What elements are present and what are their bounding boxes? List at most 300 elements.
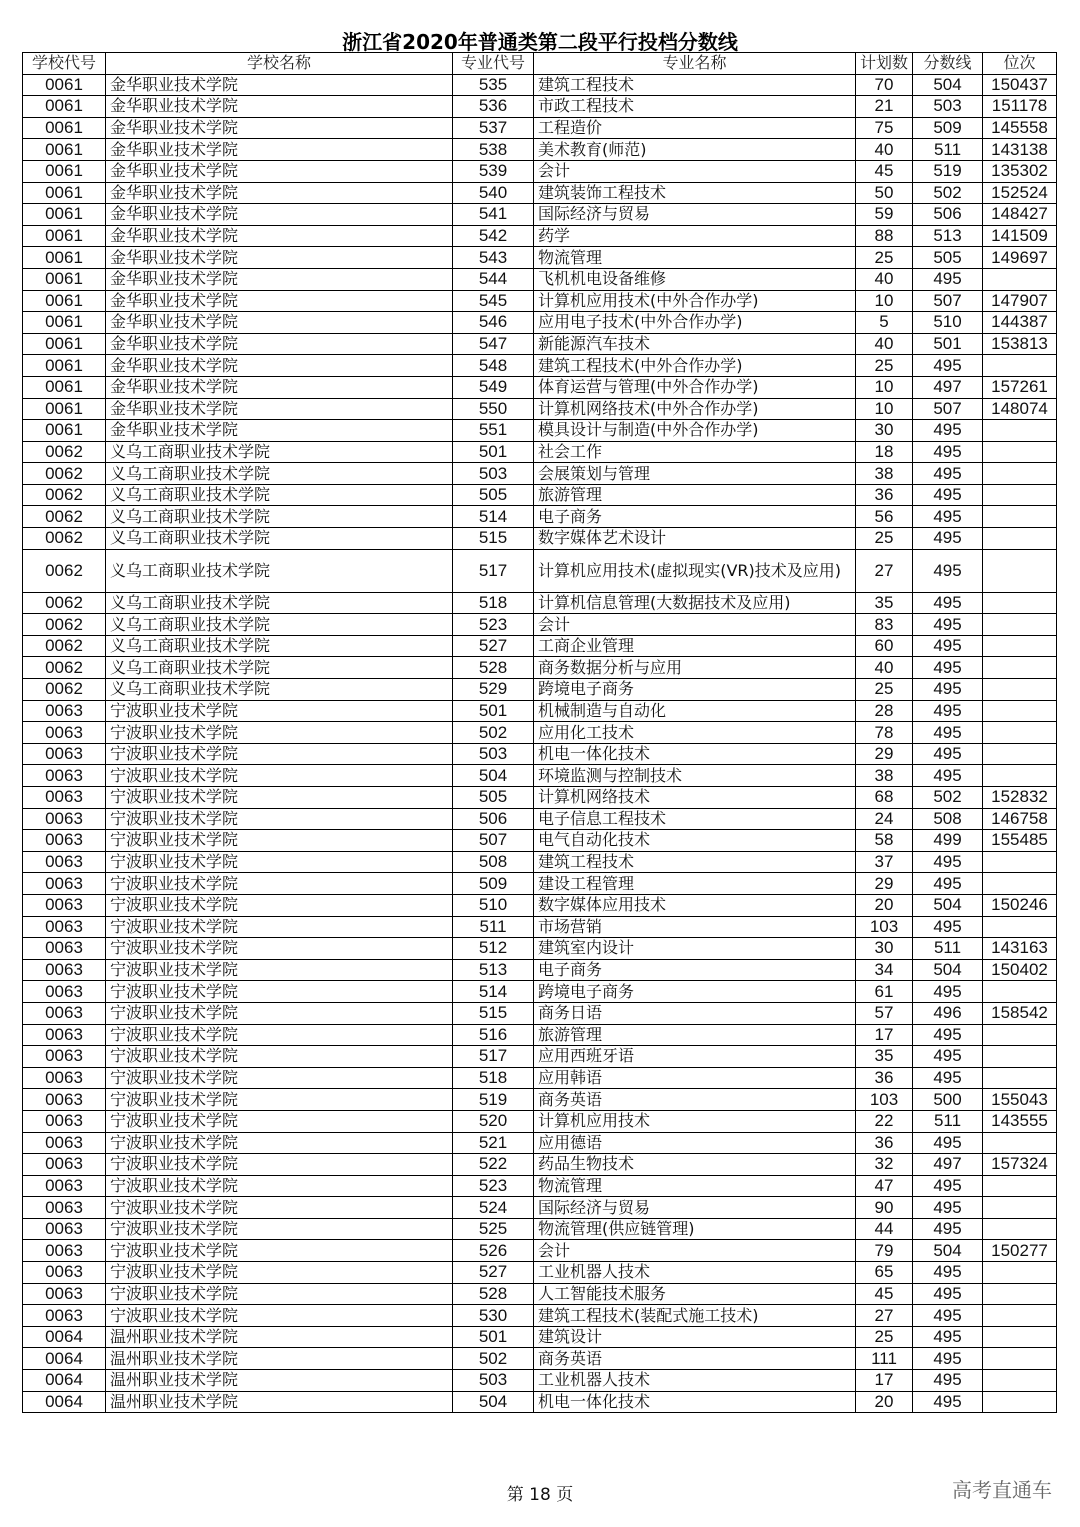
- cell-score-line: 495: [913, 1262, 983, 1284]
- cell-score-line: 495: [913, 679, 983, 701]
- cell-school-code: 0063: [23, 1154, 106, 1176]
- table-row: [23, 830, 1057, 852]
- table-row: [23, 657, 1057, 679]
- cell-school-name: 温州职业技术学院: [106, 1370, 453, 1392]
- cell-plan-count: 24: [856, 808, 913, 830]
- cell-major-code: 514: [453, 981, 534, 1003]
- cell-score-line: 495: [913, 916, 983, 938]
- cell-plan-count: 18: [856, 441, 913, 463]
- cell-school-name: 宁波职业技术学院: [106, 851, 453, 873]
- cell-school-code: 0063: [23, 808, 106, 830]
- cell-major-name: 飞机机电设备维修: [534, 268, 856, 290]
- cell-major-name: 计算机网络技术: [534, 787, 856, 809]
- cell-school-code: 0061: [23, 420, 106, 442]
- cell-school-code: 0062: [23, 657, 106, 679]
- cell-score-line: 495: [913, 1132, 983, 1154]
- cell-school-name: 宁波职业技术学院: [106, 765, 453, 787]
- cell-school-code: 0064: [23, 1391, 106, 1413]
- cell-major-code: 535: [453, 74, 534, 96]
- table-row: [23, 1283, 1057, 1305]
- cell-school-code: 0061: [23, 376, 106, 398]
- cell-school-name: 宁波职业技术学院: [106, 830, 453, 852]
- table-row: [23, 549, 1057, 592]
- cell-major-name: 建筑室内设计: [534, 938, 856, 960]
- header-plan-count: 计划数: [856, 53, 913, 75]
- cell-score-line: 495: [913, 420, 983, 442]
- table-row: [23, 117, 1057, 139]
- cell-plan-count: 111: [856, 1348, 913, 1370]
- cell-school-code: 0063: [23, 981, 106, 1003]
- header-rank: 位次: [983, 53, 1057, 75]
- cell-school-name: 温州职业技术学院: [106, 1348, 453, 1370]
- table-row: [23, 1240, 1057, 1262]
- cell-school-code: 0064: [23, 1370, 106, 1392]
- cell-major-code: 541: [453, 204, 534, 226]
- cell-school-name: 宁波职业技术学院: [106, 1089, 453, 1111]
- cell-plan-count: 61: [856, 981, 913, 1003]
- cell-score-line: 495: [913, 592, 983, 614]
- cell-rank: 150277: [983, 1240, 1057, 1262]
- table-row: [23, 1046, 1057, 1068]
- header-major-name: 专业名称: [534, 53, 856, 75]
- cell-major-name: 工商企业管理: [534, 635, 856, 657]
- table-row: [23, 160, 1057, 182]
- cell-rank: 148074: [983, 398, 1057, 420]
- cell-rank: [983, 851, 1057, 873]
- cell-major-code: 517: [453, 1046, 534, 1068]
- table-row: [23, 894, 1057, 916]
- cell-major-name: 计算机信息管理(大数据技术及应用): [534, 592, 856, 614]
- cell-score-line: 502: [913, 182, 983, 204]
- cell-major-code: 549: [453, 376, 534, 398]
- cell-plan-count: 65: [856, 1262, 913, 1284]
- cell-rank: [983, 441, 1057, 463]
- cell-school-name: 金华职业技术学院: [106, 268, 453, 290]
- cell-school-code: 0063: [23, 1089, 106, 1111]
- cell-school-name: 金华职业技术学院: [106, 225, 453, 247]
- cell-major-code: 551: [453, 420, 534, 442]
- cell-major-name: 药品生物技术: [534, 1154, 856, 1176]
- cell-major-code: 507: [453, 830, 534, 852]
- cell-score-line: 495: [913, 1175, 983, 1197]
- cell-school-name: 温州职业技术学院: [106, 1391, 453, 1413]
- table-row: [23, 1089, 1057, 1111]
- cell-plan-count: 58: [856, 830, 913, 852]
- cell-major-name: 物流管理: [534, 247, 856, 269]
- cell-major-name: 计算机网络技术(中外合作办学): [534, 398, 856, 420]
- cell-rank: 152832: [983, 787, 1057, 809]
- cell-school-code: 0063: [23, 938, 106, 960]
- cell-plan-count: 44: [856, 1218, 913, 1240]
- cell-plan-count: 35: [856, 1046, 913, 1068]
- brand-watermark: 高考直通车: [952, 1478, 1052, 1502]
- table-row: [23, 1175, 1057, 1197]
- cell-major-name: 工业机器人技术: [534, 1262, 856, 1284]
- cell-plan-count: 28: [856, 700, 913, 722]
- table-row: [23, 959, 1057, 981]
- cell-rank: [983, 679, 1057, 701]
- cell-major-code: 520: [453, 1110, 534, 1132]
- table-row: [23, 376, 1057, 398]
- table-row: [23, 873, 1057, 895]
- cell-school-code: 0064: [23, 1326, 106, 1348]
- table-row: [23, 1110, 1057, 1132]
- cell-school-name: 宁波职业技术学院: [106, 1154, 453, 1176]
- cell-school-code: 0063: [23, 1305, 106, 1327]
- cell-major-code: 529: [453, 679, 534, 701]
- cell-rank: [983, 484, 1057, 506]
- table-body: [23, 74, 1057, 1413]
- cell-rank: 143163: [983, 938, 1057, 960]
- cell-rank: [983, 743, 1057, 765]
- cell-school-code: 0063: [23, 1067, 106, 1089]
- cell-major-name: 商务英语: [534, 1089, 856, 1111]
- cell-score-line: 495: [913, 722, 983, 744]
- cell-rank: [983, 1132, 1057, 1154]
- admission-score-table: [22, 52, 1057, 1413]
- table-row: [23, 74, 1057, 96]
- cell-major-name: 美术教育(师范): [534, 139, 856, 161]
- table-row: [23, 1197, 1057, 1219]
- cell-rank: [983, 614, 1057, 636]
- cell-major-code: 502: [453, 722, 534, 744]
- cell-school-code: 0063: [23, 1197, 106, 1219]
- table-row: [23, 312, 1057, 334]
- cell-school-code: 0062: [23, 463, 106, 485]
- cell-school-name: 金华职业技术学院: [106, 74, 453, 96]
- cell-school-name: 宁波职业技术学院: [106, 700, 453, 722]
- cell-school-name: 宁波职业技术学院: [106, 1283, 453, 1305]
- cell-plan-count: 25: [856, 247, 913, 269]
- cell-rank: [983, 355, 1057, 377]
- cell-rank: 158542: [983, 1002, 1057, 1024]
- cell-school-code: 0062: [23, 441, 106, 463]
- cell-plan-count: 29: [856, 743, 913, 765]
- cell-major-code: 550: [453, 398, 534, 420]
- cell-score-line: 500: [913, 1089, 983, 1111]
- cell-major-name: 工业机器人技术: [534, 1370, 856, 1392]
- cell-rank: 155485: [983, 830, 1057, 852]
- table-row: [23, 700, 1057, 722]
- cell-major-code: 511: [453, 916, 534, 938]
- cell-major-name: 应用西班牙语: [534, 1046, 856, 1068]
- cell-major-name: 建筑工程技术: [534, 74, 856, 96]
- cell-rank: [983, 873, 1057, 895]
- cell-plan-count: 75: [856, 117, 913, 139]
- cell-school-code: 0063: [23, 894, 106, 916]
- table-row: [23, 679, 1057, 701]
- cell-school-code: 0063: [23, 1024, 106, 1046]
- cell-major-name: 会计: [534, 160, 856, 182]
- cell-plan-count: 40: [856, 139, 913, 161]
- table-row: [23, 333, 1057, 355]
- header-school-code: 学校代号: [23, 53, 106, 75]
- cell-plan-count: 30: [856, 938, 913, 960]
- table-row: [23, 506, 1057, 528]
- cell-score-line: 495: [913, 1197, 983, 1219]
- table-row: [23, 1326, 1057, 1348]
- cell-rank: [983, 1391, 1057, 1413]
- cell-major-code: 521: [453, 1132, 534, 1154]
- cell-major-code: 548: [453, 355, 534, 377]
- cell-plan-count: 21: [856, 96, 913, 118]
- cell-rank: [983, 1197, 1057, 1219]
- cell-major-code: 518: [453, 1067, 534, 1089]
- cell-school-code: 0063: [23, 830, 106, 852]
- cell-rank: [983, 1305, 1057, 1327]
- cell-score-line: 495: [913, 549, 983, 592]
- cell-school-name: 义乌工商职业技术学院: [106, 549, 453, 592]
- cell-school-name: 宁波职业技术学院: [106, 1046, 453, 1068]
- cell-rank: 144387: [983, 312, 1057, 334]
- cell-plan-count: 68: [856, 787, 913, 809]
- cell-plan-count: 37: [856, 851, 913, 873]
- cell-rank: [983, 528, 1057, 550]
- table-row: [23, 420, 1057, 442]
- cell-major-code: 526: [453, 1240, 534, 1262]
- cell-school-name: 义乌工商职业技术学院: [106, 484, 453, 506]
- table-row: [23, 441, 1057, 463]
- table-row: [23, 765, 1057, 787]
- cell-score-line: 495: [913, 743, 983, 765]
- cell-major-name: 社会工作: [534, 441, 856, 463]
- cell-school-name: 金华职业技术学院: [106, 376, 453, 398]
- cell-school-name: 义乌工商职业技术学院: [106, 679, 453, 701]
- cell-plan-count: 59: [856, 204, 913, 226]
- cell-rank: [983, 1067, 1057, 1089]
- table-row: [23, 484, 1057, 506]
- cell-school-code: 0062: [23, 592, 106, 614]
- table-row: [23, 1024, 1057, 1046]
- cell-school-code: 0063: [23, 743, 106, 765]
- cell-plan-count: 29: [856, 873, 913, 895]
- cell-score-line: 504: [913, 1240, 983, 1262]
- cell-school-name: 金华职业技术学院: [106, 355, 453, 377]
- table-row: [23, 204, 1057, 226]
- cell-score-line: 511: [913, 938, 983, 960]
- cell-major-name: 数字媒体应用技术: [534, 894, 856, 916]
- cell-major-code: 542: [453, 225, 534, 247]
- cell-school-name: 宁波职业技术学院: [106, 787, 453, 809]
- cell-plan-count: 70: [856, 74, 913, 96]
- cell-rank: 152524: [983, 182, 1057, 204]
- cell-major-name: 计算机应用技术(虚拟现实(VR)技术及应用): [534, 549, 856, 592]
- cell-major-code: 530: [453, 1305, 534, 1327]
- cell-major-name: 计算机应用技术(中外合作办学): [534, 290, 856, 312]
- cell-score-line: 506: [913, 204, 983, 226]
- cell-school-name: 宁波职业技术学院: [106, 1002, 453, 1024]
- cell-major-code: 518: [453, 592, 534, 614]
- cell-plan-count: 17: [856, 1370, 913, 1392]
- cell-major-name: 物流管理: [534, 1175, 856, 1197]
- cell-plan-count: 83: [856, 614, 913, 636]
- cell-school-code: 0063: [23, 873, 106, 895]
- cell-score-line: 503: [913, 96, 983, 118]
- cell-plan-count: 10: [856, 376, 913, 398]
- cell-major-code: 528: [453, 1283, 534, 1305]
- cell-rank: 146758: [983, 808, 1057, 830]
- cell-plan-count: 45: [856, 160, 913, 182]
- cell-school-name: 义乌工商职业技术学院: [106, 635, 453, 657]
- cell-school-name: 金华职业技术学院: [106, 290, 453, 312]
- cell-plan-count: 103: [856, 1089, 913, 1111]
- cell-rank: [983, 268, 1057, 290]
- cell-score-line: 495: [913, 1348, 983, 1370]
- table-row: [23, 981, 1057, 1003]
- cell-school-name: 义乌工商职业技术学院: [106, 592, 453, 614]
- cell-school-code: 0063: [23, 722, 106, 744]
- cell-rank: [983, 1283, 1057, 1305]
- cell-school-name: 宁波职业技术学院: [106, 894, 453, 916]
- cell-major-code: 517: [453, 549, 534, 592]
- cell-major-code: 505: [453, 484, 534, 506]
- cell-score-line: 497: [913, 376, 983, 398]
- cell-major-name: 商务英语: [534, 1348, 856, 1370]
- cell-major-code: 547: [453, 333, 534, 355]
- cell-major-name: 应用化工技术: [534, 722, 856, 744]
- cell-score-line: 501: [913, 333, 983, 355]
- cell-major-name: 机电一体化技术: [534, 1391, 856, 1413]
- cell-school-code: 0061: [23, 160, 106, 182]
- table-row: [23, 916, 1057, 938]
- cell-school-code: 0063: [23, 700, 106, 722]
- cell-school-name: 宁波职业技术学院: [106, 808, 453, 830]
- cell-school-name: 宁波职业技术学院: [106, 1110, 453, 1132]
- cell-school-code: 0063: [23, 1132, 106, 1154]
- cell-plan-count: 20: [856, 1391, 913, 1413]
- cell-major-name: 应用电子技术(中外合作办学): [534, 312, 856, 334]
- cell-school-name: 宁波职业技术学院: [106, 1197, 453, 1219]
- cell-major-name: 旅游管理: [534, 484, 856, 506]
- cell-school-code: 0062: [23, 528, 106, 550]
- cell-school-code: 0063: [23, 959, 106, 981]
- cell-major-name: 药学: [534, 225, 856, 247]
- cell-major-code: 504: [453, 765, 534, 787]
- cell-score-line: 495: [913, 1370, 983, 1392]
- cell-major-name: 建筑装饰工程技术: [534, 182, 856, 204]
- cell-plan-count: 40: [856, 657, 913, 679]
- cell-major-name: 模具设计与制造(中外合作办学): [534, 420, 856, 442]
- cell-plan-count: 25: [856, 1326, 913, 1348]
- cell-score-line: 507: [913, 398, 983, 420]
- cell-school-code: 0063: [23, 1218, 106, 1240]
- cell-score-line: 511: [913, 139, 983, 161]
- cell-school-code: 0062: [23, 549, 106, 592]
- cell-rank: [983, 1348, 1057, 1370]
- cell-major-name: 跨境电子商务: [534, 981, 856, 1003]
- cell-major-name: 建筑工程技术(装配式施工技术): [534, 1305, 856, 1327]
- cell-major-name: 商务日语: [534, 1002, 856, 1024]
- cell-score-line: 519: [913, 160, 983, 182]
- table-row: [23, 808, 1057, 830]
- cell-school-name: 宁波职业技术学院: [106, 981, 453, 1003]
- table-row: [23, 290, 1057, 312]
- cell-major-code: 503: [453, 1370, 534, 1392]
- cell-score-line: 495: [913, 441, 983, 463]
- cell-school-name: 温州职业技术学院: [106, 1326, 453, 1348]
- cell-major-name: 商务数据分析与应用: [534, 657, 856, 679]
- cell-school-code: 0063: [23, 1283, 106, 1305]
- cell-rank: [983, 506, 1057, 528]
- cell-school-code: 0061: [23, 312, 106, 334]
- cell-major-name: 会计: [534, 614, 856, 636]
- cell-school-code: 0063: [23, 1110, 106, 1132]
- cell-major-name: 工程造价: [534, 117, 856, 139]
- cell-major-code: 528: [453, 657, 534, 679]
- table-row: [23, 592, 1057, 614]
- cell-school-name: 义乌工商职业技术学院: [106, 463, 453, 485]
- cell-rank: [983, 1262, 1057, 1284]
- cell-school-code: 0062: [23, 679, 106, 701]
- cell-major-name: 跨境电子商务: [534, 679, 856, 701]
- cell-rank: [983, 1046, 1057, 1068]
- cell-school-name: 义乌工商职业技术学院: [106, 657, 453, 679]
- cell-rank: [983, 657, 1057, 679]
- cell-major-code: 524: [453, 1197, 534, 1219]
- cell-school-code: 0063: [23, 765, 106, 787]
- cell-school-code: 0063: [23, 787, 106, 809]
- table-row: [23, 225, 1057, 247]
- table-row: [23, 398, 1057, 420]
- cell-major-name: 机械制造与自动化: [534, 700, 856, 722]
- cell-score-line: 495: [913, 873, 983, 895]
- cell-school-name: 金华职业技术学院: [106, 204, 453, 226]
- cell-school-name: 金华职业技术学院: [106, 182, 453, 204]
- cell-rank: 149697: [983, 247, 1057, 269]
- table-row: [23, 1262, 1057, 1284]
- cell-school-name: 宁波职业技术学院: [106, 1175, 453, 1197]
- cell-score-line: 508: [913, 808, 983, 830]
- cell-rank: 157261: [983, 376, 1057, 398]
- cell-score-line: 495: [913, 981, 983, 1003]
- cell-major-code: 539: [453, 160, 534, 182]
- cell-score-line: 499: [913, 830, 983, 852]
- cell-plan-count: 25: [856, 679, 913, 701]
- cell-major-code: 536: [453, 96, 534, 118]
- header-major-code: 专业代号: [453, 53, 534, 75]
- cell-score-line: 495: [913, 1391, 983, 1413]
- cell-major-name: 建筑工程技术: [534, 851, 856, 873]
- cell-major-code: 512: [453, 938, 534, 960]
- cell-major-code: 525: [453, 1218, 534, 1240]
- cell-school-code: 0063: [23, 916, 106, 938]
- cell-rank: 148427: [983, 204, 1057, 226]
- cell-plan-count: 103: [856, 916, 913, 938]
- cell-plan-count: 40: [856, 268, 913, 290]
- cell-school-code: 0061: [23, 225, 106, 247]
- cell-score-line: 507: [913, 290, 983, 312]
- cell-school-code: 0061: [23, 355, 106, 377]
- table-row: [23, 614, 1057, 636]
- cell-school-name: 金华职业技术学院: [106, 160, 453, 182]
- cell-plan-count: 27: [856, 549, 913, 592]
- cell-major-name: 电气自动化技术: [534, 830, 856, 852]
- cell-major-code: 513: [453, 959, 534, 981]
- cell-rank: 135302: [983, 160, 1057, 182]
- cell-plan-count: 79: [856, 1240, 913, 1262]
- cell-plan-count: 40: [856, 333, 913, 355]
- cell-school-code: 0061: [23, 268, 106, 290]
- cell-rank: [983, 1370, 1057, 1392]
- table-row: [23, 247, 1057, 269]
- cell-major-code: 501: [453, 441, 534, 463]
- cell-school-code: 0061: [23, 74, 106, 96]
- cell-rank: [983, 592, 1057, 614]
- table-row: [23, 528, 1057, 550]
- cell-major-name: 物流管理(供应链管理): [534, 1218, 856, 1240]
- cell-school-name: 义乌工商职业技术学院: [106, 441, 453, 463]
- cell-major-name: 计算机应用技术: [534, 1110, 856, 1132]
